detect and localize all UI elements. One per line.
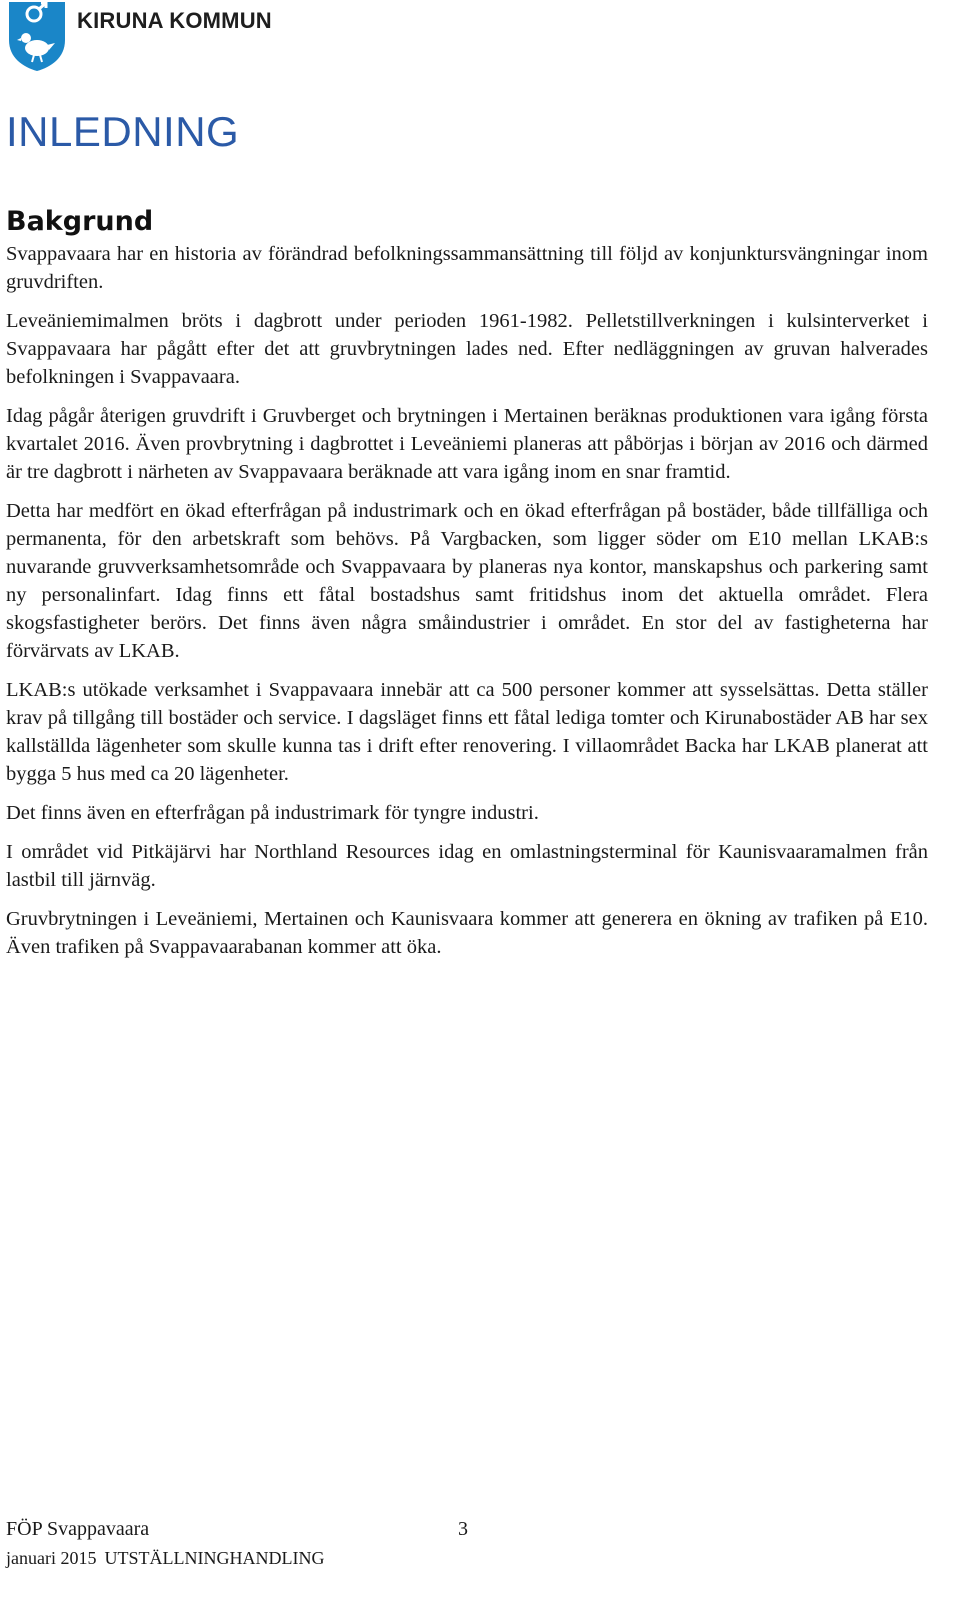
paragraph: Det finns även en efterfrågan på industrimark för tyngre industri.: [6, 802, 539, 824]
page-footer: [6, 1518, 506, 1570]
body-text: [6, 240, 928, 972]
footer-bottom-row: [6, 1546, 506, 1570]
paragraph: Gruvbrytningen i Leveäniemi, Mertainen och Kaunisvaara kommer att generera en ökning av trafiken på E10. Även trafiken på Svappavaarabanan kommer att öka.: [6, 908, 928, 958]
paragraph: Leveäniemimalmen bröts i dagbrott under perioden 1961-1982. Pelletstillverkningen i kulsinterverket i Svappavaara har pågått efter det att gruvbrytningen lades ned. Efter nedläggningen av gruvan halverades befolkningen i Svappavaara.: [6, 310, 928, 388]
municipality-name: KIRUNA KOMMUN: [77, 8, 272, 33]
paragraph: Idag pågår återigen gruvdrift i Gruvberget och brytningen i Mertainen beräknas produktionen vara igång första kvartalet 2016. Även provbrytning i dagbrottet i Leveäniemi planeras att påbörjas i början av 2016 och därmed är tre dagbrott i närheten av Svappavaara beräknade att vara igång inom en snar framtid.: [6, 405, 928, 483]
paragraph: Detta har medfört en ökad efterfrågan på industrimark och en ökad efterfrågan på bostäder, både tillfälliga och permanenta, för den arbetskraft som behövs. På Vargbacken, som ligger söder om E10 mellan LKAB:s nuvarande gruvverksamhetsområde och Svappavaara by planeras nya kontor, manskapshus och parkering samt ny personalinfart. Idag finns ett fåtal bostadshus samt fritidshus inom det aktuella området. Flera skogsfastigheter berörs. Det finns även några småindustrier i området. En stor del av fastigheterna har förvärvats av LKAB.: [6, 500, 928, 662]
section-heading: Bakgrund: [6, 206, 154, 237]
document-date: januari 2015: [6, 1548, 97, 1568]
page-number: 3: [458, 1518, 468, 1540]
footer-top-row: [6, 1518, 506, 1546]
document-status: UTSTÄLLNINGHANDLING: [104, 1548, 325, 1568]
page-header: [7, 0, 272, 72]
paragraph: I området vid Pitkäjärvi har Northland Resources idag en omlastningsterminal för Kaunisvaaramalmen från lastbil till järnväg.: [6, 841, 928, 891]
page-title: INLEDNING: [6, 108, 240, 155]
document-title: FÖP Svappavaara: [6, 1518, 150, 1540]
kiruna-coat-of-arms-logo: [7, 0, 67, 72]
paragraph: LKAB:s utökade verksamhet i Svappavaara innebär att ca 500 personer kommer att sysselsättas. Detta ställer krav på tillgång till bostäder och service. I dagsläget finns ett fåtal lediga tomter och Kirunabostäder AB har sex kallställda lägenheter som skulle kunna tas i drift efter renovering. I villaområdet Backa har LKAB planerat att bygga 5 hus med ca 20 lägenheter.: [6, 679, 928, 785]
paragraph: Svappavaara har en historia av förändrad befolkningssammansättning till följd av konjunktursvängningar inom gruvdriften.: [6, 243, 928, 293]
